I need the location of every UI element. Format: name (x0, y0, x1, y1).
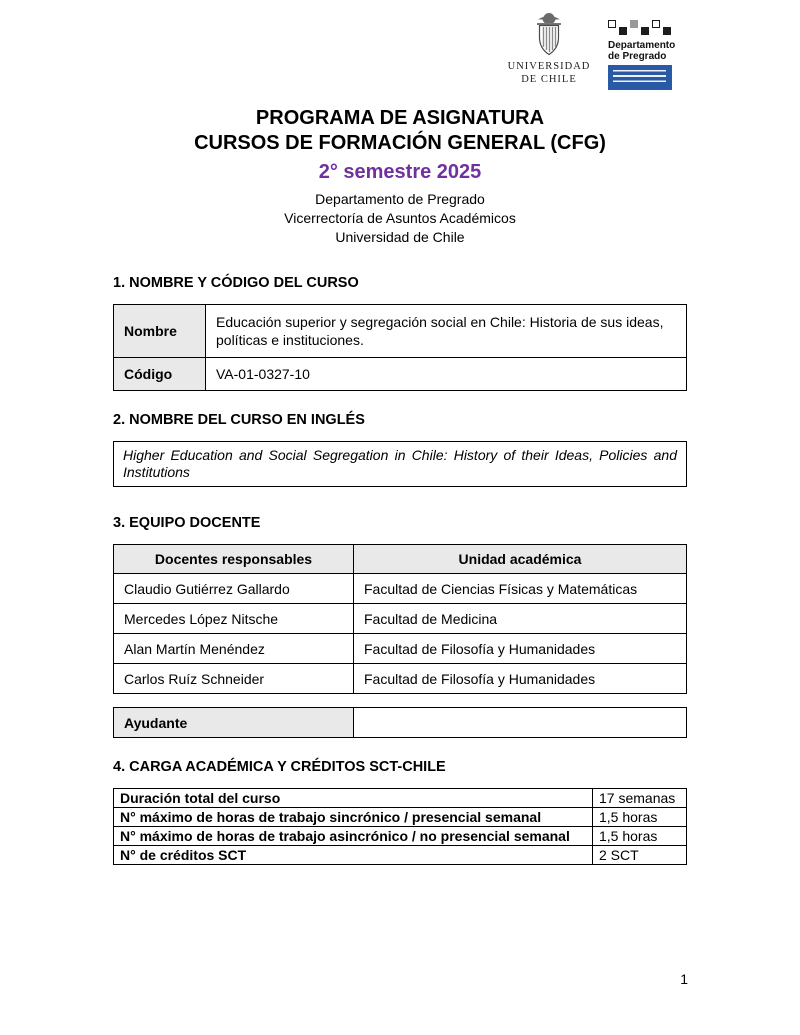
workload-credits-table (113, 788, 687, 865)
nombre-value-cell: Educación superior y segregación social en Chile: Historia de sus ideas, políticas e instituciones. (206, 305, 687, 358)
ayudante-value-cell (354, 708, 687, 738)
carga-label-cell: N° máximo de horas de trabajo sincrónico / presencial semanal (114, 808, 593, 827)
column-header-docentes: Docentes responsables (114, 545, 354, 574)
table-row (114, 664, 687, 694)
uchile-logo-text (506, 60, 592, 86)
unidad-cell: Facultad de Filosofía y Humanidades (354, 664, 687, 694)
codigo-value-cell: VA-01-0327-10 (206, 358, 687, 391)
codigo-label-cell: Código (114, 358, 206, 391)
header-logos (0, 0, 800, 90)
pregrado-logo (608, 12, 680, 90)
table-row (114, 305, 687, 358)
docente-cell: Mercedes López Nitsche (114, 604, 354, 634)
table-header-row (114, 545, 687, 574)
carga-value-cell: 2 SCT (593, 846, 687, 865)
document-title-line1: PROGRAMA DE ASIGNATURA (255, 107, 545, 129)
docente-cell: Carlos Ruíz Schneider (114, 664, 354, 694)
section3-heading: 3. EQUIPO DOCENTE (113, 515, 261, 531)
section2-heading: 2. NOMBRE DEL CURSO EN INGLÉS (113, 412, 365, 428)
pregrado-blue-badge (608, 65, 672, 90)
table-row (114, 634, 687, 664)
carga-value-cell: 1,5 horas (593, 808, 687, 827)
carga-value-cell: 1,5 horas (593, 827, 687, 846)
carga-label-cell: N° máximo de horas de trabajo asincrónico / no presencial semanal (114, 827, 593, 846)
pregrado-squares-icon (608, 20, 680, 37)
unidad-cell: Facultad de Filosofía y Humanidades (354, 634, 687, 664)
table-row (114, 358, 687, 391)
table-row (114, 808, 687, 827)
table-row (114, 846, 687, 865)
title-block (113, 106, 687, 247)
section4-heading: 4. CARGA ACADÉMICA Y CRÉDITOS SCT-CHILE (113, 759, 446, 775)
pregrado-name-line2: de Pregrado (608, 51, 667, 62)
carga-label-cell: Duración total del curso (114, 789, 593, 808)
unidad-cell: Facultad de Ciencias Físicas y Matemáticas (354, 574, 687, 604)
table-row (114, 604, 687, 634)
ayudante-table (113, 707, 687, 738)
table-row (114, 708, 687, 738)
nombre-label-cell: Nombre (114, 305, 206, 358)
unidad-cell: Facultad de Medicina (354, 604, 687, 634)
subtitle-departamento: Departamento de Pregrado (315, 191, 485, 207)
english-name-box: Higher Education and Social Segregation in Chile: History of their Ideas, Policies and Institutions (113, 441, 687, 487)
table-row (114, 789, 687, 808)
section1-heading: 1. NOMBRE Y CÓDIGO DEL CURSO (113, 275, 359, 291)
page-number: 1 (680, 971, 688, 987)
pregrado-name-line1: Departamento (608, 40, 676, 51)
semester-line: 2° semestre 2025 (318, 161, 482, 183)
carga-label-cell: N° de créditos SCT (114, 846, 593, 865)
subtitle-vicerrectoria: Vicerrectoría de Asuntos Académicos (284, 210, 516, 226)
docente-cell: Claudio Gutiérrez Gallardo (114, 574, 354, 604)
column-header-unidad: Unidad académica (354, 545, 687, 574)
uchile-crest-icon (534, 12, 564, 58)
table-row (114, 574, 687, 604)
uchile-logo (506, 12, 592, 86)
document-title-line2: CURSOS DE FORMACIÓN GENERAL (CFG) (194, 132, 606, 154)
uchile-name-line1: UNIVERSIDAD (507, 61, 591, 72)
subtitle-universidad: Universidad de Chile (335, 229, 465, 245)
pregrado-logo-text (608, 40, 680, 62)
table-row (114, 827, 687, 846)
document-content (113, 106, 687, 865)
docente-cell: Alan Martín Menéndez (114, 634, 354, 664)
ayudante-label-cell: Ayudante (114, 708, 354, 738)
course-name-table (113, 304, 687, 391)
teaching-team-table (113, 544, 687, 694)
carga-value-cell: 17 semanas (593, 789, 687, 808)
uchile-name-line2: DE CHILE (521, 74, 577, 85)
